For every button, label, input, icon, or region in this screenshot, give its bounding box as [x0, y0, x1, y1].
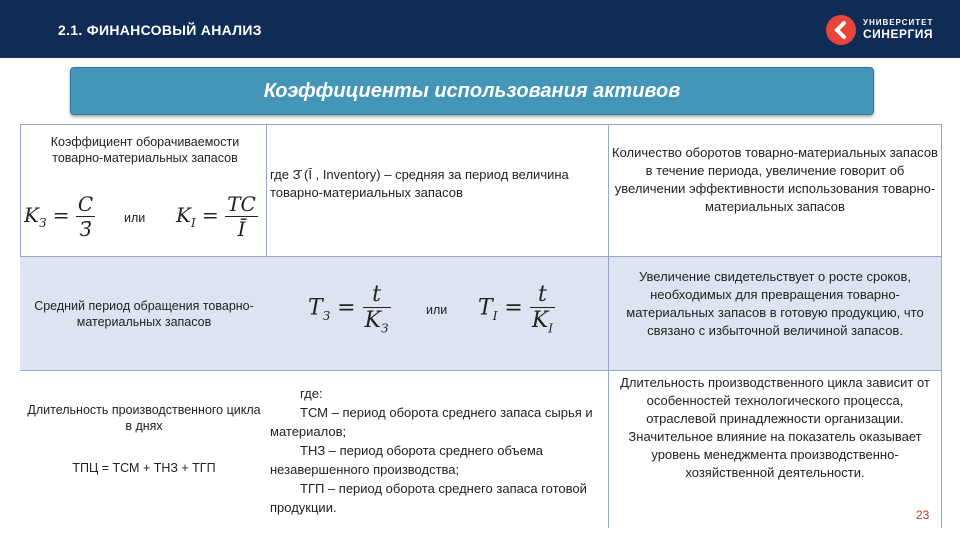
definition-item: ТГП – период оборота среднего запаса готовой продукции.	[270, 481, 587, 515]
header-bar	[0, 0, 960, 58]
divider	[20, 124, 942, 125]
row-description: Количество оборотов товарно-материальных запасов в течение периода, увеличение говорит об увеличении эффективности использования товарно-материальных запасов	[612, 145, 938, 214]
table-row	[20, 124, 942, 256]
or-label: или	[124, 211, 146, 225]
row-description: Увеличение свидетельствует о росте сроков, необходимых для превращения товарно-материальных запасов в готовую продукцию, что связано с избыточной величиной запасов.	[626, 269, 924, 338]
logo-chevron-icon	[826, 15, 856, 45]
table-row	[20, 370, 942, 528]
formula-ti: $T_I$ = $\frac{t}{K_I}$	[478, 282, 554, 336]
divider	[20, 256, 942, 257]
formula-k3: $K_З$ = $\frac{C}{З̄}$	[24, 192, 94, 241]
or-label: или	[426, 303, 448, 317]
row-name: Средний период обращения товарно-материальных запасов	[34, 299, 254, 329]
definitions	[270, 384, 606, 517]
where-label: где:	[300, 386, 323, 401]
definition-item: ТНЗ – период оборота среднего объема незавершенного производства;	[270, 443, 544, 477]
formula-note: где З̄ (Ī , Inventory) – средняя за период величина товарно-материальных запасов	[270, 167, 569, 200]
definition-item: ТСМ – период оборота среднего запаса сырья и материалов;	[270, 405, 593, 439]
divider	[20, 124, 21, 256]
table-row	[20, 256, 942, 370]
divider	[941, 124, 942, 528]
divider	[608, 124, 609, 528]
section-title: 2.1. ФИНАНСОВЫЙ АНАЛИЗ	[58, 22, 262, 38]
logo-text-top: УНИВЕРСИТЕТ	[863, 18, 934, 27]
university-logo	[826, 14, 946, 46]
ratio-table	[20, 124, 942, 528]
cycle-formula: ТПЦ = ТСМ + ТНЗ + ТГП	[72, 461, 216, 475]
page-number: 23	[916, 508, 930, 522]
slide-title: Коэффициенты использования активов	[70, 67, 874, 115]
formula-t3: $T_З$ = $\frac{t}{K_З}$	[308, 282, 389, 336]
row-name: Длительность производственного цикла в днях	[27, 403, 261, 433]
row-description: Длительность производственного цикла зависит от особенностей технологического процесса, отраслевой принадлежности организации. Значительное влияние на показатель оказывает уровень менеджмента производственно-хозяйственной деятельности.	[620, 375, 930, 480]
row-name: Коэффициент оборачиваемости товарно-материальных запасов	[50, 135, 240, 165]
logo-text-main: СИНЕРГИЯ	[863, 27, 934, 41]
formula-ki: $K_I$ = $\frac{TC}{Ī}$	[176, 192, 256, 241]
divider	[266, 124, 267, 256]
divider	[20, 370, 942, 371]
